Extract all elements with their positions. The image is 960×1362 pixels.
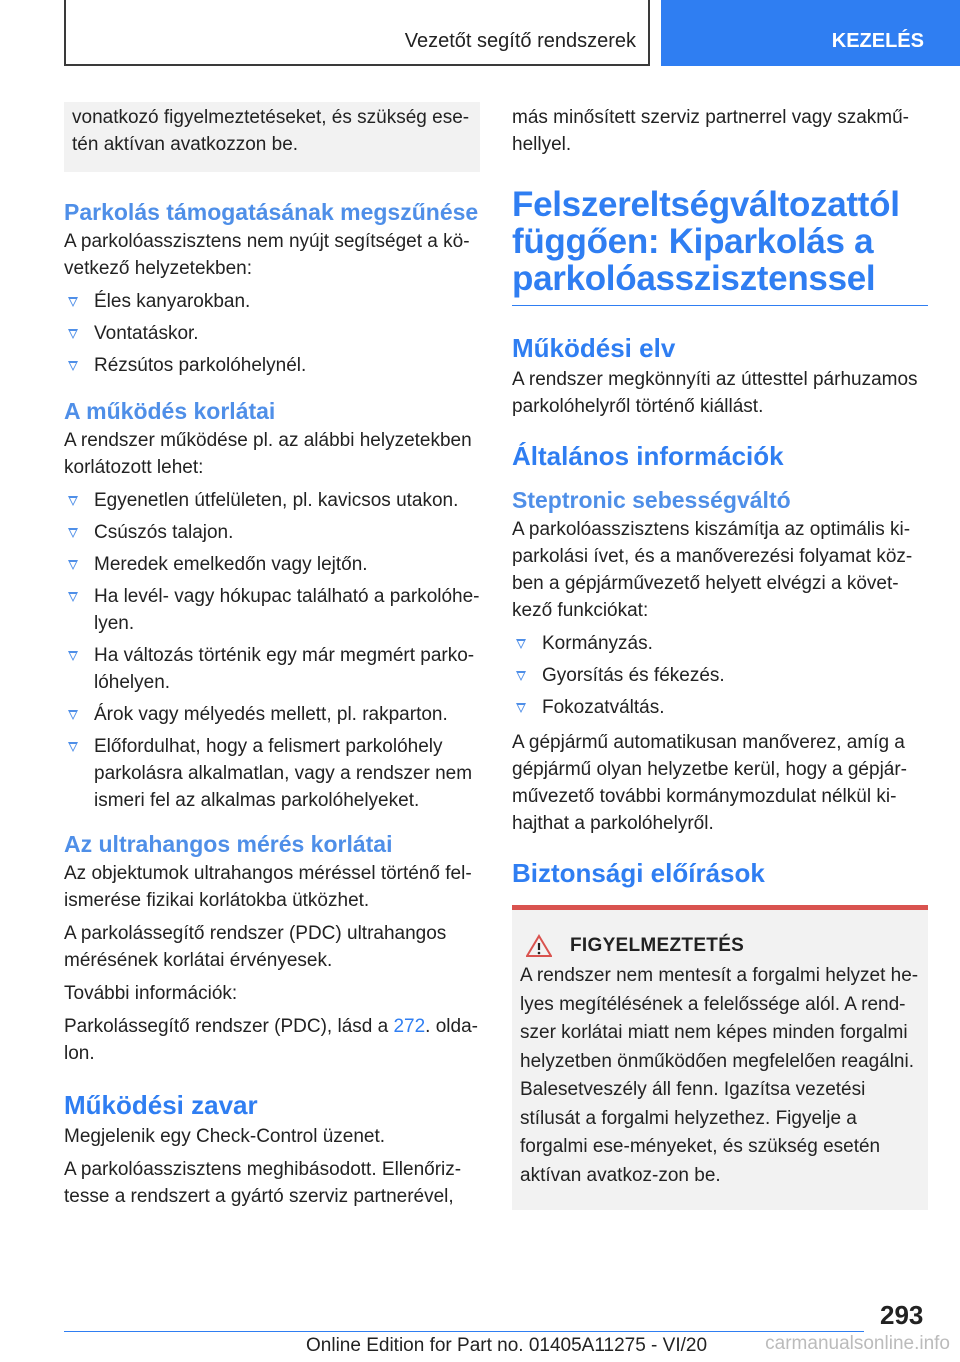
list-item: Csúszós talajon. bbox=[64, 519, 480, 546]
header-title-box bbox=[64, 0, 650, 66]
triangle-bullet-icon bbox=[68, 560, 78, 570]
heading-operating-principle: Működési elv bbox=[512, 333, 676, 363]
header-section-tab bbox=[661, 0, 960, 66]
list-item: Vontatáskor. bbox=[64, 320, 480, 347]
warning-box bbox=[512, 905, 928, 1210]
header-section-label: KEZELÉS bbox=[831, 30, 924, 52]
triangle-bullet-icon bbox=[68, 361, 78, 371]
warning-text: A rendszer nem mentesít a forgalmi helyzet he-lyes megítélésének a felelőssége alól. A rend-szer korlátai miatt nem képes minden forgalmi helyzetben önműködően megfelelően reagálni. Balesetveszély áll fenn. Igazítsa vezetési stílusát a forgalmi helyzethez. Figyelje a forgalmi ese-ményeket, és szükség esetén aktívan avatkoz-zon be. bbox=[520, 965, 919, 1186]
list-item: Árok vagy mélyedés mellett, pl. rakparton. bbox=[64, 701, 480, 728]
warning-title: FIGYELMEZTETÉS bbox=[570, 935, 745, 956]
heading-safety: Biztonsági előírások bbox=[512, 858, 765, 888]
parking-end-intro: A parkolóasszisztens nem nyújt segítséget a kö-vetkező helyzetekben: bbox=[64, 231, 470, 279]
left-column bbox=[64, 102, 480, 1216]
ultrasonic-p2: A parkolássegítő rendszer (PDC) ultrahangos mérésének korlátai érvényesek. bbox=[64, 923, 447, 971]
warning-header bbox=[520, 934, 920, 958]
heading-steptronic: Steptronic sebességváltó bbox=[512, 487, 791, 513]
triangle-bullet-icon bbox=[68, 710, 78, 720]
list-item: Ha változás történik egy már megmért parko-lóhelyen. bbox=[64, 642, 480, 696]
list-item: Fokozatváltás. bbox=[512, 694, 928, 721]
steptronic-p2: A gépjármű automatikusan manőverez, amíg a gépjármű olyan helyzetbe kerül, hogy a gépjár-művezető további kormánymozdulat nélkül ki-hajthat a parkolóhelyről. bbox=[512, 732, 908, 834]
operation-limits-list bbox=[64, 487, 480, 814]
list-item: Éles kanyarokban. bbox=[64, 288, 480, 315]
main-heading: Felszereltségváltozattól függően: Kiparkolás a parkolóasszisztenssel bbox=[512, 186, 928, 306]
heading-general-info: Általános információk bbox=[512, 441, 784, 471]
list-item: Egyenetlen útfelületen, pl. kavicsos utakon. bbox=[64, 487, 480, 514]
note-text: vonatkozó figyelmeztetéseket, és szükség ese-tén aktívan avatkozzon be. bbox=[72, 107, 470, 155]
watermark: carmanualsonline.info bbox=[765, 1333, 950, 1354]
right-column bbox=[512, 102, 928, 1210]
malfunction-p1: Megjelenik egy Check-Control üzenet. bbox=[64, 1126, 386, 1147]
steptronic-intro: A parkolóasszisztens kiszámítja az optimális ki-parkolási ívet, és a manőverezési folyamat köz-ben a gépjárművezető helyett elvégzi a követ-kező funkciókat: bbox=[512, 519, 913, 621]
continued-text: más minősített szerviz partnerrel vagy szakmű-hellyel. bbox=[512, 107, 910, 155]
triangle-bullet-icon bbox=[516, 639, 526, 649]
triangle-bullet-icon bbox=[68, 592, 78, 602]
heading-operation-limits: A működés korlátai bbox=[64, 398, 276, 424]
warning-triangle-icon bbox=[526, 934, 552, 958]
list-item: Rézsútos parkolóhelynél. bbox=[64, 352, 480, 379]
triangle-bullet-icon bbox=[516, 671, 526, 681]
triangle-bullet-icon bbox=[68, 496, 78, 506]
ultrasonic-p4: Parkolássegítő rendszer (PDC), lásd a 272. olda-lon. bbox=[64, 1016, 478, 1064]
heading-parking-end: Parkolás támogatásának megszűnése bbox=[64, 199, 479, 225]
operation-limits-intro: A rendszer működése pl. az alábbi helyzetekben korlátozott lehet: bbox=[64, 430, 472, 478]
triangle-bullet-icon bbox=[68, 528, 78, 538]
page-reference-link[interactable]: 272 bbox=[393, 1016, 426, 1037]
parking-end-list bbox=[64, 288, 480, 379]
list-item: Ha levél- vagy hókupac található a parkolóhe-lyen. bbox=[64, 583, 480, 637]
triangle-bullet-icon bbox=[516, 703, 526, 713]
list-item: Meredek emelkedőn vagy lejtőn. bbox=[64, 551, 480, 578]
malfunction-p2: A parkolóasszisztens meghibásodott. Ellenőriz-tesse a rendszert a gyártó szerviz partnerével, bbox=[64, 1159, 462, 1207]
triangle-bullet-icon bbox=[68, 742, 78, 752]
steptronic-list bbox=[512, 630, 928, 721]
triangle-bullet-icon bbox=[68, 651, 78, 661]
note-box bbox=[64, 102, 480, 172]
heading-ultrasonic-limits: Az ultrahangos mérés korlátai bbox=[64, 831, 393, 857]
operating-principle-text: A rendszer megkönnyíti az úttesttel párhuzamos parkolóhelyről történő kiállást. bbox=[512, 369, 918, 417]
list-item: Gyorsítás és fékezés. bbox=[512, 662, 928, 689]
ultrasonic-p1: Az objektumok ultrahangos méréssel történő fel-ismerése fizikai korlátokba ütközhet. bbox=[64, 863, 472, 911]
triangle-bullet-icon bbox=[68, 329, 78, 339]
list-item: Kormányzás. bbox=[512, 630, 928, 657]
ultrasonic-p3: További információk: bbox=[64, 983, 238, 1004]
list-item: Előfordulhat, hogy a felismert parkolóhely parkolásra alkalmatlan, vagy a rendszer nem ismeri fel az alkalmas parkolóhelyeket. bbox=[64, 733, 480, 814]
triangle-bullet-icon bbox=[68, 297, 78, 307]
heading-malfunction: Működési zavar bbox=[64, 1090, 258, 1120]
header-title: Vezetőt segítő rendszerek bbox=[404, 30, 636, 52]
footer-rule bbox=[64, 1331, 864, 1332]
footer-edition: Online Edition for Part no. 01405A11275 - VI/20 bbox=[306, 1335, 708, 1356]
page-number: 293 bbox=[880, 1300, 924, 1330]
